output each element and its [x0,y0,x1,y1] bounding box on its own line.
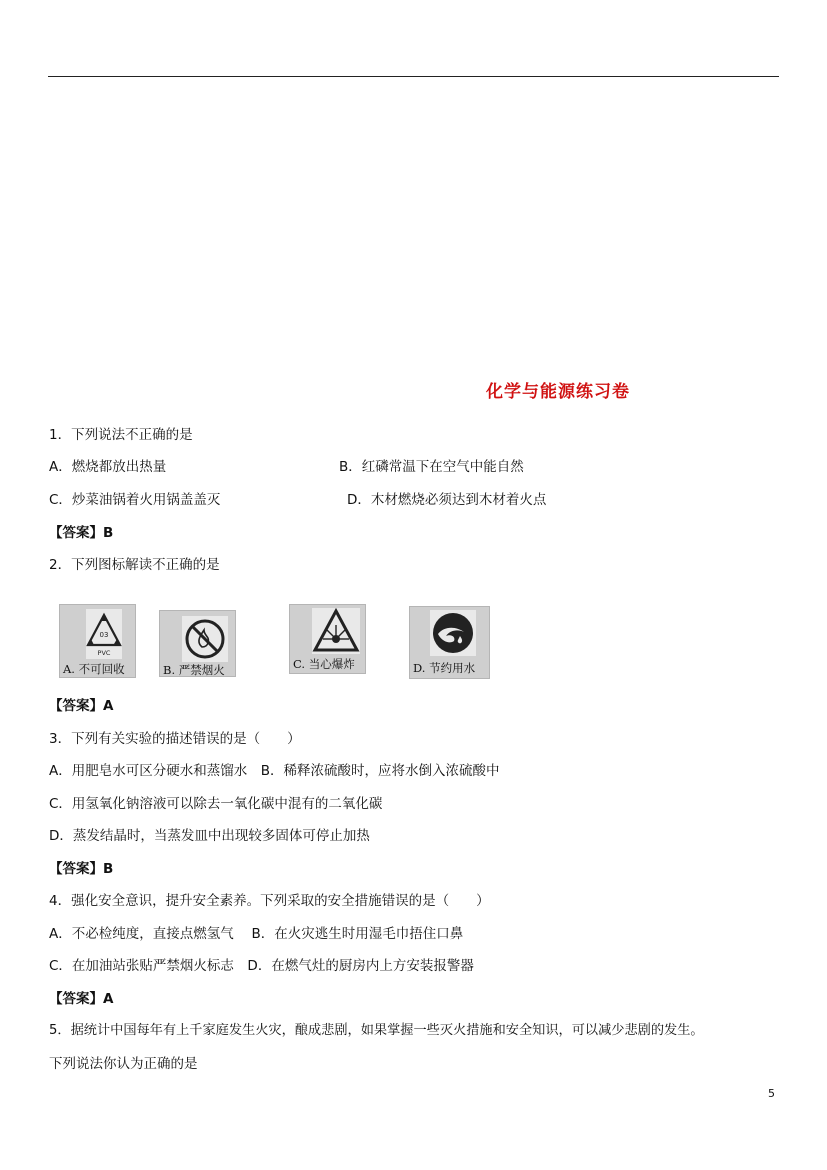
q1-option-d: D．木材燃烧必须达到木材着火点 [347,492,547,508]
svg-text:PVC: PVC [97,649,111,657]
page-number: 5 [768,1087,775,1100]
icon-card-d [409,606,490,679]
q3-option-d: D．蒸发结晶时，当蒸发皿中出现较多固体可停止加热 [49,828,370,844]
icon-label-a: A. 不可回收 [63,662,125,676]
icon-card-c [289,604,366,674]
q3-option-c: C．用氢氧化钠溶液可以除去一氧化碳中混有的二氧化碳 [49,796,383,812]
q3-options-ab: A．用肥皂水可区分硬水和蒸馏水 B．稀释浓硫酸时，应将水倒入浓硫酸中 [49,763,500,779]
q1-stem: 1．下列说法不正确的是 [49,427,193,443]
q1-option-c: C．炒菜油锅着火用锅盖盖灭 [49,492,221,508]
icon-label-d: D. 节约用水 [413,661,476,675]
q4-options-ab: A．不必检纯度，直接点燃氢气 B．在火灾逃生时用湿毛巾捂住口鼻 [49,926,464,942]
q1-answer: 【答案】B [49,525,114,541]
icon-label-b: B. 严禁烟火 [163,663,225,677]
page-title: 化学与能源练习卷 [486,382,630,402]
q4-answer: 【答案】A [49,991,114,1007]
q1-option-a: A．燃烧都放出热量 [49,459,167,475]
icon-card-b [159,610,236,677]
water-saving-icon [430,610,476,656]
q4-stem: 4．强化安全意识，提升安全素养。下列采取的安全措施错误的是（ ） [49,893,490,909]
no-fire-icon [182,616,228,662]
q5-stem-line1: 5．据统计中国每年有上千家庭发生火灾，酿成悲剧，如果掌握一些灭火措施和安全知识，可以减少悲剧的发生。 [49,1023,704,1038]
q1-option-b: B．红磷常温下在空气中能自然 [339,459,524,475]
q5-stem-line2: 下列说法你认为正确的是 [49,1056,198,1072]
svg-text:03: 03 [99,631,109,639]
icon-label-c: C. 当心爆炸 [293,657,355,671]
q2-stem: 2．下列图标解读不正确的是 [49,557,220,573]
header-rule [48,76,779,77]
q3-stem: 3．下列有关实验的描述错误的是（ ） [49,731,301,747]
explosion-warning-icon [312,608,360,654]
q2-answer: 【答案】A [49,698,114,714]
recycle-icon [82,609,126,661]
icon-card-a [59,604,136,678]
q4-options-cd: C．在加油站张贴严禁烟火标志 D．在燃气灶的厨房内上方安装报警器 [49,958,474,974]
q3-answer: 【答案】B [49,861,114,877]
